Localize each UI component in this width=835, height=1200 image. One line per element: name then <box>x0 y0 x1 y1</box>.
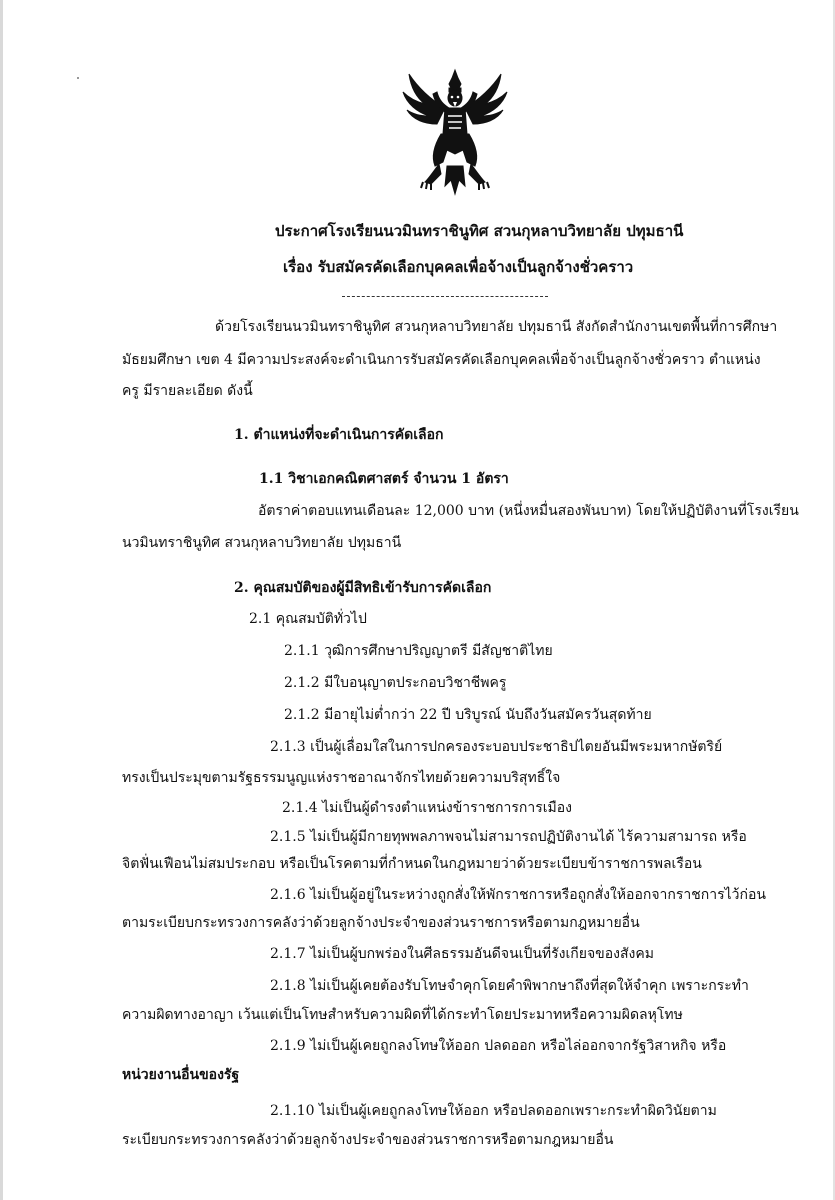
announcement-title: ประกาศโรงเรียนนวมินทราชินูทิศ สวนกุหลาบวิทยาลัย ปทุมธานี <box>275 222 684 240</box>
qualification-item: 2.1.6 ไม่เป็นผู้อยู่ในระหว่างถูกสั่งให้พักราชการหรือถูกสั่งให้ออกจากราชการไว้ก่อน <box>270 887 766 903</box>
qualification-item-cont: จิตฟั่นเฟือนไม่สมประกอบ หรือเป็นโรคตามที่กำหนดในกฎหมายว่าด้วยระเบียบข้าราชการพลเรือน <box>122 856 702 872</box>
scan-speck <box>77 77 79 79</box>
intro-line-2: มัธยมศึกษา เขต 4 มีความประสงค์จะดำเนินการรับสมัครคัดเลือกบุคคลเพื่อจ้างเป็นลูกจ้างชั่วคราว ตำแหน่ง <box>122 352 761 368</box>
qualification-item-cont: หน่วยงานอื่นของรัฐ <box>122 1067 240 1083</box>
section-2-heading: 2. คุณสมบัติของผู้มีสิทธิเข้ารับการคัดเลือก <box>234 580 492 596</box>
qualification-item: 2.1.8 ไม่เป็นผู้เคยต้องรับโทษจำคุกโดยคำพิพากษาถึงที่สุดให้จำคุก เพราะกระทำ <box>270 978 749 994</box>
qualification-item: 2.1.1 วุฒิการศึกษาปริญญาตรี มีสัญชาติไทย <box>284 643 553 659</box>
sub-2-1: 2.1 คุณสมบัติทั่วไป <box>249 611 367 627</box>
qualification-item-cont: ทรงเป็นประมุขตามรัฐธรรมนูญแห่งราชอาณาจักรไทยด้วยความบริสุทธิ์ใจ <box>122 770 561 786</box>
qualification-item: 2.1.5 ไม่เป็นผู้มีกายทุพพลภาพจนไม่สามารถปฏิบัติงานได้ ไร้ความสามารถ หรือ <box>270 829 747 845</box>
qualification-item: 2.1.10 ไม่เป็นผู้เคยถูกลงโทษให้ออก หรือปลดออกเพราะกระทำผิดวินัยตาม <box>270 1103 717 1119</box>
qualification-item-cont: ความผิดทางอาญา เว้นแต่เป็นโทษสำหรับความผิดที่ได้กระทำโดยประมาทหรือความผิดลหุโทษ <box>122 1007 683 1023</box>
section-1-heading: 1. ตำแหน่งที่จะดำเนินการคัดเลือก <box>234 427 444 443</box>
qualification-item: 2.1.9 ไม่เป็นผู้เคยถูกลงโทษให้ออก ปลดออก หรือไล่ออกจากรัฐวิสาหกิจ หรือ <box>270 1038 727 1054</box>
intro-line-1: ด้วยโรงเรียนนวมินทราชินูทิศ สวนกุหลาบวิทยาลัย ปทุมธานี สังกัดสำนักงานเขตพื้นที่การศึกษา <box>215 319 778 335</box>
qualification-item: 2.1.2 มีใบอนุญาตประกอบวิชาชีพครู <box>284 675 507 691</box>
qualification-item: 2.1.2 มีอายุไม่ต่ำกว่า 22 ปี บริบูรณ์ นับถึงวันสมัครวันสุดท้าย <box>284 707 652 723</box>
pay-line-1: อัตราค่าตอบแทนเดือนละ 12,000 บาท (หนึ่งหมื่นสองพันบาท) โดยให้ปฏิบัติงานที่โรงเรียน <box>258 503 799 519</box>
garuda-emblem <box>395 68 515 198</box>
qualification-item-cont: ระเบียบกระทรวงการคลังว่าด้วยลูกจ้างประจำของส่วนราชการหรือตามกฎหมายอื่น <box>122 1132 614 1148</box>
qualification-item-cont: ตามระเบียบกระทรวงการคลังว่าด้วยลูกจ้างประจำของส่วนราชการหรือตามกฎหมายอื่น <box>122 915 640 931</box>
qualification-item: 2.1.7 ไม่เป็นผู้บกพร่องในศีลธรรมอันดีจนเป็นที่รังเกียจของสังคม <box>270 946 654 962</box>
pay-line-2: นวมินทราชินูทิศ สวนกุหลาบวิทยาลัย ปทุมธานี <box>122 535 402 551</box>
intro-line-3: ครู มีรายละเอียด ดังนี้ <box>122 383 253 399</box>
scan-edge-left <box>0 0 3 1200</box>
title-separator <box>342 296 548 297</box>
qualification-item: 2.1.3 เป็นผู้เลื่อมใสในการปกครองระบอบประชาธิปไตยอันมีพระมหากษัตริย์ <box>270 739 723 755</box>
item-1-1: 1.1 วิชาเอกคณิตศาสตร์ จำนวน 1 อัตรา <box>259 471 509 487</box>
qualification-item: 2.1.4 ไม่เป็นผู้ดำรงตำแหน่งข้าราชการการเมือง <box>282 800 572 816</box>
announcement-subject: เรื่อง รับสมัครคัดเลือกบุคคลเพื่อจ้างเป็นลูกจ้างชั่วคราว <box>283 258 634 276</box>
